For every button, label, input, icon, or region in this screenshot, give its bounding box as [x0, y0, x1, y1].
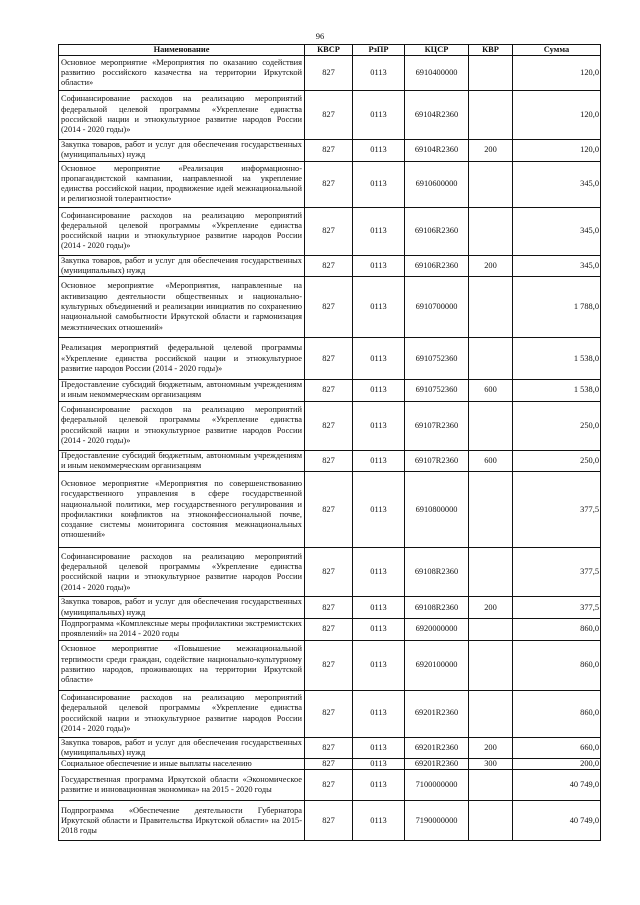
row-kvr-cell: 200 [469, 255, 513, 277]
row-rzpr-cell: 0113 [353, 640, 405, 690]
row-sum-cell: 860,0 [513, 618, 601, 640]
budget-table [58, 44, 601, 841]
row-rzpr-cell: 0113 [353, 597, 405, 619]
row-sum-cell: 377,5 [513, 472, 601, 548]
row-rzpr-cell: 0113 [353, 690, 405, 737]
row-name-cell: Закупка товаров, работ и услуг для обеспечения государственных (муниципальных) нужд [59, 140, 305, 162]
row-kvsr-cell: 827 [305, 255, 353, 277]
row-rzpr-cell: 0113 [353, 450, 405, 472]
row-name-cell: Основное мероприятие «Мероприятия по оказанию содействия развитию российского казачества на территории Иркутской области» [59, 56, 305, 91]
row-kvsr-cell: 827 [305, 618, 353, 640]
row-sum-cell: 200,0 [513, 759, 601, 770]
row-kvsr-cell: 827 [305, 91, 353, 140]
row-kvr-cell [469, 770, 513, 801]
row-name-cell: Основное мероприятие «Мероприятия по совершенствованию государственного управления в сфере государственной национальной политики, мер государственного регулирования и профилактики конфликтов на этноконфессиональной почве, создание системы мониторинга состояния межнациональных отношений» [59, 472, 305, 548]
row-kvr-cell: 200 [469, 737, 513, 759]
row-kvr-cell [469, 401, 513, 450]
row-kcsr-cell: 69108R2360 [405, 548, 469, 597]
row-rzpr-cell: 0113 [353, 91, 405, 140]
row-kvsr-cell: 827 [305, 690, 353, 737]
table-row [59, 161, 601, 207]
table-row [59, 338, 601, 380]
row-kvsr-cell: 827 [305, 338, 353, 380]
row-kvsr-cell: 827 [305, 401, 353, 450]
row-kvr-cell [469, 690, 513, 737]
row-name-cell: Софинансирование расходов на реализацию мероприятий федеральной целевой программы «Укрепление единства российской нации и этнокультурное развитие народов России (2014 - 2020 годы)» [59, 690, 305, 737]
table-row [59, 770, 601, 801]
row-sum-cell: 120,0 [513, 91, 601, 140]
table-row [59, 277, 601, 338]
row-sum-cell: 377,5 [513, 548, 601, 597]
row-name-cell: Предоставление субсидий бюджетным, автономным учреждениям и иным некоммерческим организациям [59, 450, 305, 472]
table-row [59, 207, 601, 255]
row-kcsr-cell: 6910752360 [405, 380, 469, 402]
row-sum-cell: 860,0 [513, 640, 601, 690]
row-sum-cell: 345,0 [513, 255, 601, 277]
row-rzpr-cell: 0113 [353, 770, 405, 801]
row-name-cell: Закупка товаров, работ и услуг для обеспечения государственных (муниципальных) нужд [59, 597, 305, 619]
row-sum-cell: 1 538,0 [513, 338, 601, 380]
row-kcsr-cell: 6910400000 [405, 56, 469, 91]
row-kcsr-cell: 69104R2360 [405, 91, 469, 140]
row-rzpr-cell: 0113 [353, 548, 405, 597]
row-kcsr-cell: 69106R2360 [405, 255, 469, 277]
row-sum-cell: 345,0 [513, 161, 601, 207]
header-kvsr: КВСР [305, 45, 353, 56]
row-kcsr-cell: 7100000000 [405, 770, 469, 801]
table-row [59, 140, 601, 162]
row-kvr-cell: 300 [469, 759, 513, 770]
row-kcsr-cell: 6910752360 [405, 338, 469, 380]
row-rzpr-cell: 0113 [353, 380, 405, 402]
table-header [59, 45, 601, 56]
row-kcsr-cell: 69107R2360 [405, 401, 469, 450]
row-rzpr-cell: 0113 [353, 472, 405, 548]
row-name-cell: Подпрограмма «Комплексные меры профилактики экстремистских проявлений» на 2014 - 2020 годы [59, 618, 305, 640]
row-sum-cell: 250,0 [513, 401, 601, 450]
row-sum-cell: 660,0 [513, 737, 601, 759]
row-kvr-cell [469, 91, 513, 140]
header-kvr: КВР [469, 45, 513, 56]
row-sum-cell: 120,0 [513, 56, 601, 91]
row-name-cell: Подпрограмма «Обеспечение деятельности Губернатора Иркутской области и Правительства Иркутской области» на 2015-2018 годы [59, 801, 305, 841]
table-body [59, 56, 601, 841]
row-kvsr-cell: 827 [305, 801, 353, 841]
row-kcsr-cell: 69201R2360 [405, 759, 469, 770]
row-rzpr-cell: 0113 [353, 338, 405, 380]
row-kvr-cell [469, 56, 513, 91]
row-sum-cell: 860,0 [513, 690, 601, 737]
row-kvr-cell [469, 338, 513, 380]
row-kcsr-cell: 69104R2360 [405, 140, 469, 162]
row-kcsr-cell: 69201R2360 [405, 737, 469, 759]
row-rzpr-cell: 0113 [353, 161, 405, 207]
row-name-cell: Софинансирование расходов на реализацию мероприятий федеральной целевой программы «Укрепление единства российской нации и этнокультурное развитие народов России (2014 - 2020 годы)» [59, 401, 305, 450]
row-kvsr-cell: 827 [305, 737, 353, 759]
row-name-cell: Софинансирование расходов на реализацию мероприятий федеральной целевой программы «Укрепление единства российской нации и этнокультурное развитие народов России (2014 - 2020 годы)» [59, 207, 305, 255]
row-kvr-cell [469, 207, 513, 255]
row-sum-cell: 40 749,0 [513, 801, 601, 841]
table-row [59, 801, 601, 841]
row-name-cell: Софинансирование расходов на реализацию мероприятий федеральной целевой программы «Укрепление единства российской нации и этнокультурное развитие народов России (2014 - 2020 годы)» [59, 548, 305, 597]
row-sum-cell: 120,0 [513, 140, 601, 162]
row-rzpr-cell: 0113 [353, 801, 405, 841]
row-rzpr-cell: 0113 [353, 277, 405, 338]
row-kvsr-cell: 827 [305, 450, 353, 472]
table-row [59, 548, 601, 597]
row-kvsr-cell: 827 [305, 597, 353, 619]
row-kvsr-cell: 827 [305, 56, 353, 91]
row-kvsr-cell: 827 [305, 161, 353, 207]
row-kcsr-cell: 7190000000 [405, 801, 469, 841]
row-kcsr-cell: 69201R2360 [405, 690, 469, 737]
row-kvsr-cell: 827 [305, 277, 353, 338]
row-kvsr-cell: 827 [305, 640, 353, 690]
table-row [59, 472, 601, 548]
row-kvsr-cell: 827 [305, 472, 353, 548]
table-row [59, 618, 601, 640]
row-kvr-cell: 600 [469, 450, 513, 472]
row-name-cell: Основное мероприятие «Мероприятия, направленные на активизацию деятельности общественных и национально-культурных объединений и реализации инициатив по сохранению национальной самобытности Иркутской области и гармонизация межэтнических отношений» [59, 277, 305, 338]
table-row [59, 91, 601, 140]
row-name-cell: Предоставление субсидий бюджетным, автономным учреждениям и иным некоммерческим организациям [59, 380, 305, 402]
table-row [59, 56, 601, 91]
table-row [59, 737, 601, 759]
row-name-cell: Реализация мероприятий федеральной целевой программы «Укрепление единства российской нации и этнокультурное развитие народов России (2014 - 2020 годы)» [59, 338, 305, 380]
row-kvsr-cell: 827 [305, 380, 353, 402]
table-row [59, 759, 601, 770]
row-kvr-cell [469, 472, 513, 548]
row-name-cell: Софинансирование расходов на реализацию мероприятий федеральной целевой программы «Укрепление единства российской нации и этнокультурное развитие народов России (2014 - 2020 годы)» [59, 91, 305, 140]
table-row [59, 640, 601, 690]
row-rzpr-cell: 0113 [353, 737, 405, 759]
header-rzpr: РзПР [353, 45, 405, 56]
row-kvsr-cell: 827 [305, 770, 353, 801]
row-sum-cell: 1 788,0 [513, 277, 601, 338]
row-name-cell: Закупка товаров, работ и услуг для обеспечения государственных (муниципальных) нужд [59, 737, 305, 759]
table-row [59, 450, 601, 472]
row-sum-cell: 40 749,0 [513, 770, 601, 801]
row-rzpr-cell: 0113 [353, 255, 405, 277]
row-kvsr-cell: 827 [305, 207, 353, 255]
row-rzpr-cell: 0113 [353, 140, 405, 162]
row-kvr-cell [469, 640, 513, 690]
row-kcsr-cell: 69107R2360 [405, 450, 469, 472]
row-kcsr-cell: 69106R2360 [405, 207, 469, 255]
row-rzpr-cell: 0113 [353, 401, 405, 450]
row-kcsr-cell: 6920000000 [405, 618, 469, 640]
row-kvr-cell [469, 161, 513, 207]
row-name-cell: Социальное обеспечение и иные выплаты населению [59, 759, 305, 770]
row-rzpr-cell: 0113 [353, 618, 405, 640]
row-kvr-cell: 200 [469, 597, 513, 619]
row-kvr-cell [469, 618, 513, 640]
table-row [59, 401, 601, 450]
row-kvr-cell [469, 277, 513, 338]
row-kcsr-cell: 6910700000 [405, 277, 469, 338]
row-kcsr-cell: 6910600000 [405, 161, 469, 207]
row-name-cell: Государственная программа Иркутской области «Экономическое развитие и инновационная экономика» на 2015 - 2020 годы [59, 770, 305, 801]
page-number: 96 [315, 31, 325, 41]
row-kvr-cell [469, 801, 513, 841]
header-name: Наименование [59, 45, 305, 56]
row-rzpr-cell: 0113 [353, 207, 405, 255]
row-kvr-cell: 200 [469, 140, 513, 162]
table-row [59, 597, 601, 619]
row-name-cell: Основное мероприятие «Повышение межнациональной терпимости среди граждан, содействие национально-культурному развитию народов, проживающих на территории Иркутской области» [59, 640, 305, 690]
row-sum-cell: 250,0 [513, 450, 601, 472]
row-sum-cell: 1 538,0 [513, 380, 601, 402]
header-sum: Сумма [513, 45, 601, 56]
table-row [59, 690, 601, 737]
header-kcsr: КЦСР [405, 45, 469, 56]
row-kcsr-cell: 69108R2360 [405, 597, 469, 619]
header-row [59, 45, 601, 56]
table-row [59, 255, 601, 277]
row-sum-cell: 377,5 [513, 597, 601, 619]
row-kvr-cell: 600 [469, 380, 513, 402]
table-row [59, 380, 601, 402]
row-kvsr-cell: 827 [305, 140, 353, 162]
row-name-cell: Основное мероприятие «Реализация информационно-пропагандистской кампании, направленной на укрепление единства российской нации, продвижение идей межнациональной и религиозной толерантности» [59, 161, 305, 207]
row-rzpr-cell: 0113 [353, 56, 405, 91]
row-sum-cell: 345,0 [513, 207, 601, 255]
row-kvsr-cell: 827 [305, 548, 353, 597]
row-kvsr-cell: 827 [305, 759, 353, 770]
row-kcsr-cell: 6920100000 [405, 640, 469, 690]
row-rzpr-cell: 0113 [353, 759, 405, 770]
row-kvr-cell [469, 548, 513, 597]
row-name-cell: Закупка товаров, работ и услуг для обеспечения государственных (муниципальных) нужд [59, 255, 305, 277]
row-kcsr-cell: 6910800000 [405, 472, 469, 548]
